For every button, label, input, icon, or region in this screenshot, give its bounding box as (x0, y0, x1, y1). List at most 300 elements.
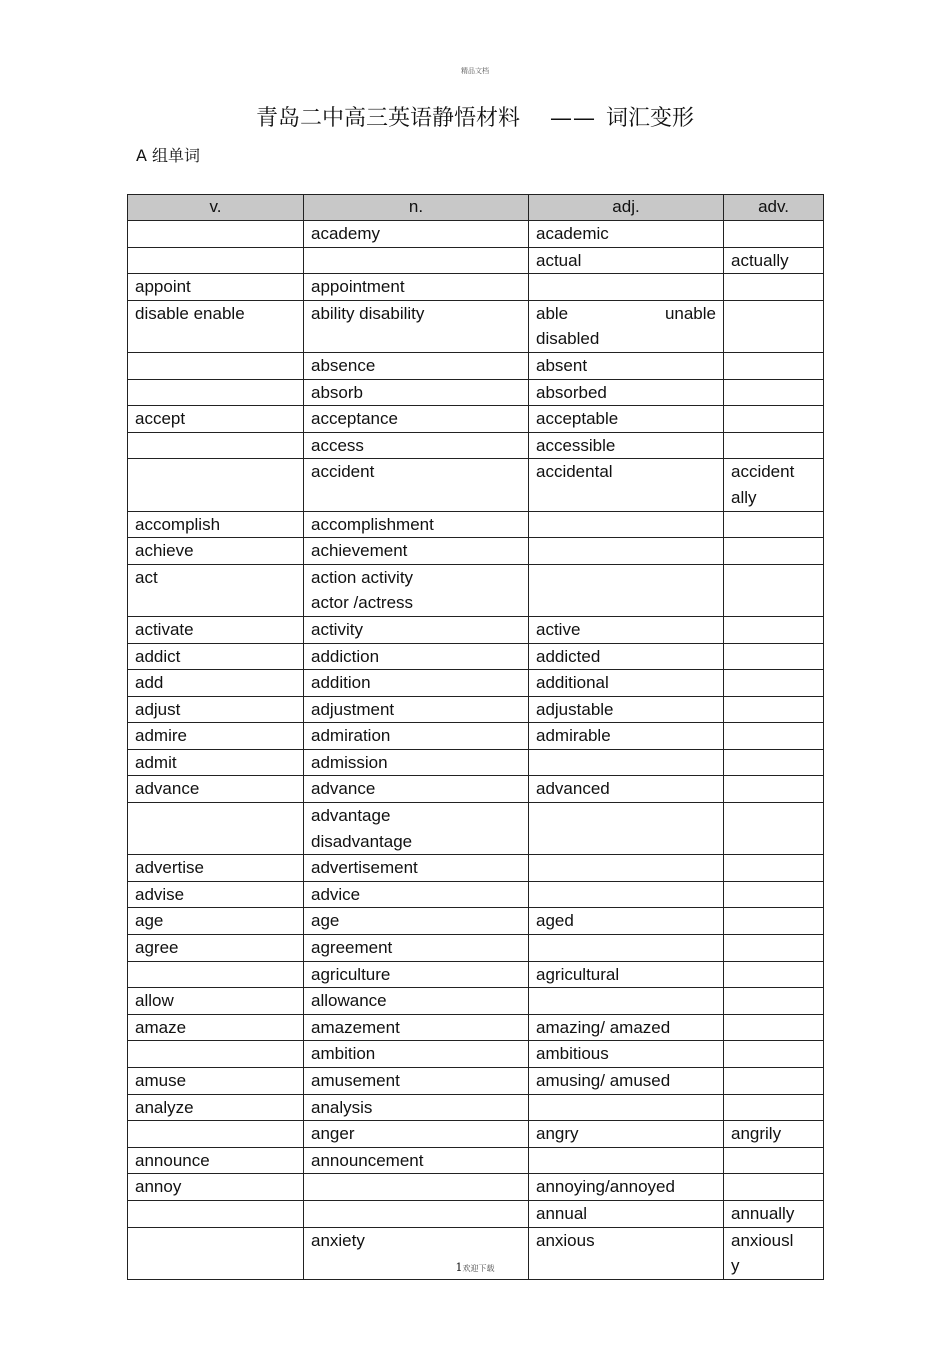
cell-line: adjustment (311, 699, 395, 719)
table-row (128, 1094, 824, 1121)
verb-cell (128, 1014, 304, 1041)
cell-line (536, 935, 716, 961)
verb-cell (128, 564, 304, 616)
cell-line (731, 855, 816, 881)
table-body (128, 221, 824, 1280)
cell-line: ambitious (536, 1044, 609, 1064)
adverb-cell (724, 935, 824, 962)
adverb-cell (724, 803, 824, 855)
cell-line (731, 1068, 816, 1094)
verb-cell (128, 221, 304, 248)
cell-line: add (135, 673, 164, 693)
noun-cell (304, 696, 529, 723)
verb-cell (128, 881, 304, 908)
adjective-cell (529, 300, 724, 352)
cell-line (731, 776, 816, 802)
cell-line: advice (311, 884, 361, 904)
cell-line (135, 459, 296, 485)
cell-line (135, 380, 296, 406)
cell-line (135, 248, 296, 274)
adjective-cell (529, 696, 724, 723)
header-adverb: adv. (724, 195, 824, 221)
adverb-cell (724, 1068, 824, 1095)
cell-line: advance (135, 779, 200, 799)
cell-line (731, 908, 816, 934)
cell-line (135, 433, 296, 459)
cell-line: achieve (135, 541, 194, 561)
adverb-cell (724, 564, 824, 616)
cell-line: adjust (135, 699, 181, 719)
cell-line: actually (731, 250, 789, 270)
noun-cell (304, 1068, 529, 1095)
verb-cell (128, 723, 304, 750)
cell-line: addict (135, 646, 181, 666)
adverb-cell (724, 511, 824, 538)
cell-line: acceptable (536, 409, 619, 429)
noun-cell (304, 1041, 529, 1068)
cell-line: access (311, 435, 364, 455)
table-row (128, 247, 824, 274)
verb-cell (128, 988, 304, 1015)
noun-cell (304, 432, 529, 459)
adverb-cell (724, 670, 824, 697)
table-row (128, 961, 824, 988)
cell-line: amuse (135, 1071, 187, 1090)
adverb-cell (724, 776, 824, 803)
header-noun: n. (304, 195, 529, 221)
cell-line (731, 617, 816, 643)
adjective-cell (529, 881, 724, 908)
table-row (128, 855, 824, 882)
table-row (128, 1041, 824, 1068)
adjective-cell (529, 803, 724, 855)
cell-line: age (311, 911, 340, 931)
table-row (128, 406, 824, 433)
table-row (128, 696, 824, 723)
adverb-cell (724, 1200, 824, 1227)
cell-line: act (135, 567, 158, 587)
table-row (128, 352, 824, 379)
verb-cell (128, 1121, 304, 1148)
cell-line (536, 882, 716, 908)
cell-line (135, 221, 296, 247)
table-row (128, 274, 824, 301)
cell-line (135, 1201, 296, 1227)
table-row (128, 616, 824, 643)
cell-line: agreement (311, 938, 393, 958)
adjective-cell (529, 406, 724, 433)
cell-line: accomplish (135, 514, 221, 534)
adverb-cell (724, 1014, 824, 1041)
cell-line: agricultural (536, 964, 620, 984)
cell-line: annual (536, 1203, 588, 1223)
noun-cell (304, 643, 529, 670)
adjective-cell (529, 1094, 724, 1121)
vocabulary-table (127, 194, 824, 1280)
cell-line: disable enable (135, 303, 245, 323)
cell-line: addicted (536, 646, 601, 666)
adverb-cell (724, 432, 824, 459)
cell-line: age (135, 911, 164, 931)
noun-cell (304, 935, 529, 962)
cell-line: admire (135, 726, 187, 746)
verb-cell (128, 776, 304, 803)
cell-line: ambition (311, 1044, 376, 1064)
cell-line (731, 1015, 816, 1041)
noun-cell (304, 723, 529, 750)
cell-line (311, 1174, 521, 1200)
cell-line: absence (311, 355, 376, 375)
cell-line: advertise (135, 858, 204, 878)
cell-line: activity (311, 619, 363, 639)
footer-text: 欢迎下载 (462, 1264, 495, 1273)
cell-line: admiration (311, 726, 391, 746)
cell-line: anger (311, 1124, 355, 1144)
cell-line: accident (311, 462, 375, 482)
table-row (128, 881, 824, 908)
cell-line (731, 565, 816, 591)
verb-cell (128, 1094, 304, 1121)
noun-cell (304, 855, 529, 882)
noun-cell (304, 1174, 529, 1201)
cell-line (536, 988, 716, 1014)
noun-cell (304, 1014, 529, 1041)
adjective-cell (529, 432, 724, 459)
verb-cell (128, 696, 304, 723)
adjective-cell (529, 352, 724, 379)
cell-line: anxiety (311, 1230, 365, 1250)
table-row (128, 749, 824, 776)
cell-line (731, 512, 816, 538)
noun-cell (304, 406, 529, 433)
table-row (128, 1121, 824, 1148)
cell-line: accept (135, 409, 186, 429)
table-row (128, 564, 824, 616)
cell-line (731, 406, 816, 432)
cell-line: advantage (311, 806, 391, 826)
verb-cell (128, 1174, 304, 1201)
cell-line: disadvantage (311, 831, 413, 851)
cell-line: actual (536, 250, 582, 270)
adjective-cell (529, 1174, 724, 1201)
cell-line: annoying/annoyed (536, 1177, 675, 1197)
table-row (128, 1174, 824, 1201)
cell-line (536, 803, 716, 829)
cell-line: absorbed (536, 382, 607, 402)
adjective-cell (529, 459, 724, 511)
cell-line (731, 301, 816, 327)
noun-cell (304, 1094, 529, 1121)
cell-line: action activity (311, 567, 414, 587)
title-main: 青岛二中高三英语静悟材料 (255, 106, 520, 131)
noun-cell (304, 776, 529, 803)
adverb-cell (724, 696, 824, 723)
cell-line: acceptance (311, 409, 398, 429)
table-row (128, 643, 824, 670)
cell-line (536, 750, 716, 776)
cell-line: addiction (311, 646, 380, 666)
cell-line (536, 855, 716, 881)
adverb-cell (724, 1174, 824, 1201)
table-header-row (128, 195, 824, 221)
cell-line (731, 988, 816, 1014)
cell-line (731, 538, 816, 564)
justified-line (536, 301, 716, 327)
noun-cell (304, 961, 529, 988)
cell-line: angry (536, 1124, 579, 1144)
table-row (128, 1200, 824, 1227)
adverb-cell (724, 538, 824, 565)
cell-line: aged (536, 911, 574, 931)
cell-line: analyze (135, 1097, 194, 1117)
cell-line: announce (135, 1150, 210, 1170)
title-sub: 词汇变形 (606, 106, 695, 131)
adverb-cell (724, 274, 824, 301)
table-row (128, 459, 824, 511)
adjective-cell (529, 670, 724, 697)
noun-cell (304, 881, 529, 908)
noun-cell (304, 616, 529, 643)
adverb-cell (724, 881, 824, 908)
cell-line: y (731, 1256, 740, 1276)
adjective-cell (529, 379, 724, 406)
cell-line: accident (731, 462, 795, 482)
cell-line: anxious (536, 1230, 595, 1250)
cell-line (536, 538, 716, 564)
cell-line: advise (135, 884, 185, 904)
adjective-cell (529, 511, 724, 538)
table-row (128, 803, 824, 855)
header-verb: v. (128, 195, 304, 221)
adverb-cell (724, 749, 824, 776)
cell-line: allow (135, 991, 174, 1011)
verb-cell (128, 538, 304, 565)
cell-line: announcement (311, 1150, 424, 1170)
cell-line: agree (135, 938, 179, 958)
cell-line: disabled (536, 329, 600, 349)
noun-cell (304, 1147, 529, 1174)
adverb-cell (724, 406, 824, 433)
noun-cell (304, 300, 529, 352)
cell-line: ally (731, 487, 757, 507)
verb-cell (128, 511, 304, 538)
adverb-cell (724, 1121, 824, 1148)
adverb-cell (724, 379, 824, 406)
cell-line (731, 274, 816, 300)
cell-line: analysis (311, 1097, 373, 1117)
cell-line: appointment (311, 277, 405, 297)
table-row (128, 221, 824, 248)
cell-line (135, 353, 296, 379)
adverb-cell (724, 643, 824, 670)
adjective-cell (529, 776, 724, 803)
cell-line: angrily (731, 1124, 782, 1144)
adjective-cell (529, 247, 724, 274)
cell-line: appoint (135, 277, 191, 297)
cell-line: admirable (536, 726, 611, 746)
adjective-cell (529, 988, 724, 1015)
title-dash: —— (550, 106, 596, 131)
table-row (128, 935, 824, 962)
adjective-cell (529, 1014, 724, 1041)
cell-line (135, 962, 296, 988)
verb-cell (128, 908, 304, 935)
cell-line: absent (536, 355, 588, 375)
adjective-cell (529, 855, 724, 882)
header-adjective: adj. (529, 195, 724, 221)
cell-line (731, 221, 816, 247)
verb-cell (128, 935, 304, 962)
cell-line (536, 1148, 716, 1174)
adverb-cell (724, 988, 824, 1015)
verb-cell (128, 300, 304, 352)
noun-cell (304, 352, 529, 379)
cell-line: accessible (536, 435, 616, 455)
verb-cell (128, 1068, 304, 1095)
cell-line: anxiousl (731, 1230, 794, 1250)
noun-cell (304, 988, 529, 1015)
cell-line (536, 274, 716, 300)
adjective-cell (529, 538, 724, 565)
cell-line: advertisement (311, 858, 418, 878)
verb-cell (128, 616, 304, 643)
cell-line: amusement (311, 1071, 400, 1090)
adjective-cell (529, 935, 724, 962)
cell-line: additional (536, 673, 609, 693)
cell-line: activate (135, 619, 194, 639)
cell-line: academic (536, 224, 609, 243)
cell-line (311, 248, 521, 274)
cell-line (311, 1201, 521, 1227)
adjective-cell (529, 961, 724, 988)
adjective-cell (529, 1121, 724, 1148)
table-row (128, 300, 824, 352)
table-row (128, 1014, 824, 1041)
cell-line (731, 935, 816, 961)
verb-cell (128, 459, 304, 511)
noun-cell (304, 908, 529, 935)
section-subtitle: A 组单词 (136, 146, 201, 165)
noun-cell (304, 538, 529, 565)
adverb-cell (724, 247, 824, 274)
cell-line: absorb (311, 382, 363, 402)
adjective-cell (529, 723, 724, 750)
table-row (128, 723, 824, 750)
noun-cell (304, 1121, 529, 1148)
cell-line (731, 1041, 816, 1067)
adverb-cell (724, 300, 824, 352)
table-row (128, 1068, 824, 1095)
table-row (128, 511, 824, 538)
cell-line (731, 433, 816, 459)
cell-line: accidental (536, 462, 613, 482)
noun-cell (304, 221, 529, 248)
cell-line: addition (311, 673, 371, 693)
cell-line (135, 1041, 296, 1067)
table-row (128, 432, 824, 459)
verb-cell (128, 379, 304, 406)
adverb-cell (724, 1094, 824, 1121)
noun-cell (304, 511, 529, 538)
noun-cell (304, 379, 529, 406)
cell-line: accomplishment (311, 514, 434, 534)
adverb-cell (724, 961, 824, 988)
table-row (128, 988, 824, 1015)
verb-cell (128, 961, 304, 988)
adverb-cell (724, 855, 824, 882)
cell-line (731, 1174, 816, 1200)
verb-cell (128, 855, 304, 882)
noun-cell (304, 564, 529, 616)
table-row (128, 776, 824, 803)
word: able (536, 303, 569, 323)
adjective-cell (529, 274, 724, 301)
cell-line: advance (311, 779, 376, 799)
cell-line: amazement (311, 1017, 400, 1037)
adverb-cell (724, 352, 824, 379)
page-title (0, 101, 950, 132)
adverb-cell (724, 908, 824, 935)
cell-line: allowance (311, 991, 387, 1011)
cell-line: agriculture (311, 964, 391, 984)
verb-cell (128, 803, 304, 855)
cell-line (731, 750, 816, 776)
table-row (128, 379, 824, 406)
word: unable (664, 303, 716, 323)
cell-line (536, 1095, 716, 1121)
adverb-cell (724, 1147, 824, 1174)
cell-line: annoy (135, 1177, 182, 1197)
adjective-cell (529, 908, 724, 935)
cell-line (731, 803, 816, 829)
adjective-cell (529, 643, 724, 670)
cell-line (135, 803, 296, 829)
adjective-cell (529, 1200, 724, 1227)
table-row (128, 670, 824, 697)
cell-line (731, 882, 816, 908)
adjective-cell (529, 564, 724, 616)
noun-cell (304, 670, 529, 697)
noun-cell (304, 247, 529, 274)
verb-cell (128, 1147, 304, 1174)
verb-cell (128, 247, 304, 274)
page-number: 1 (455, 1261, 463, 1274)
cell-line (731, 962, 816, 988)
adjective-cell (529, 221, 724, 248)
table-row (128, 908, 824, 935)
cell-line (536, 565, 716, 591)
verb-cell (128, 1041, 304, 1068)
table-row (128, 538, 824, 565)
cell-line: ability disability (311, 303, 425, 323)
cell-line: amusing/ amused (536, 1071, 671, 1090)
adjective-cell (529, 1068, 724, 1095)
cell-line (731, 697, 816, 723)
cell-line: amaze (135, 1017, 187, 1037)
verb-cell (128, 643, 304, 670)
cell-line (731, 644, 816, 670)
cell-line (731, 1148, 816, 1174)
verb-cell (128, 406, 304, 433)
noun-cell (304, 749, 529, 776)
noun-cell (304, 1200, 529, 1227)
adjective-cell (529, 616, 724, 643)
cell-line (731, 723, 816, 749)
verb-cell (128, 749, 304, 776)
cell-line (536, 512, 716, 538)
page-header: 精品文档 (461, 67, 489, 75)
noun-cell (304, 803, 529, 855)
